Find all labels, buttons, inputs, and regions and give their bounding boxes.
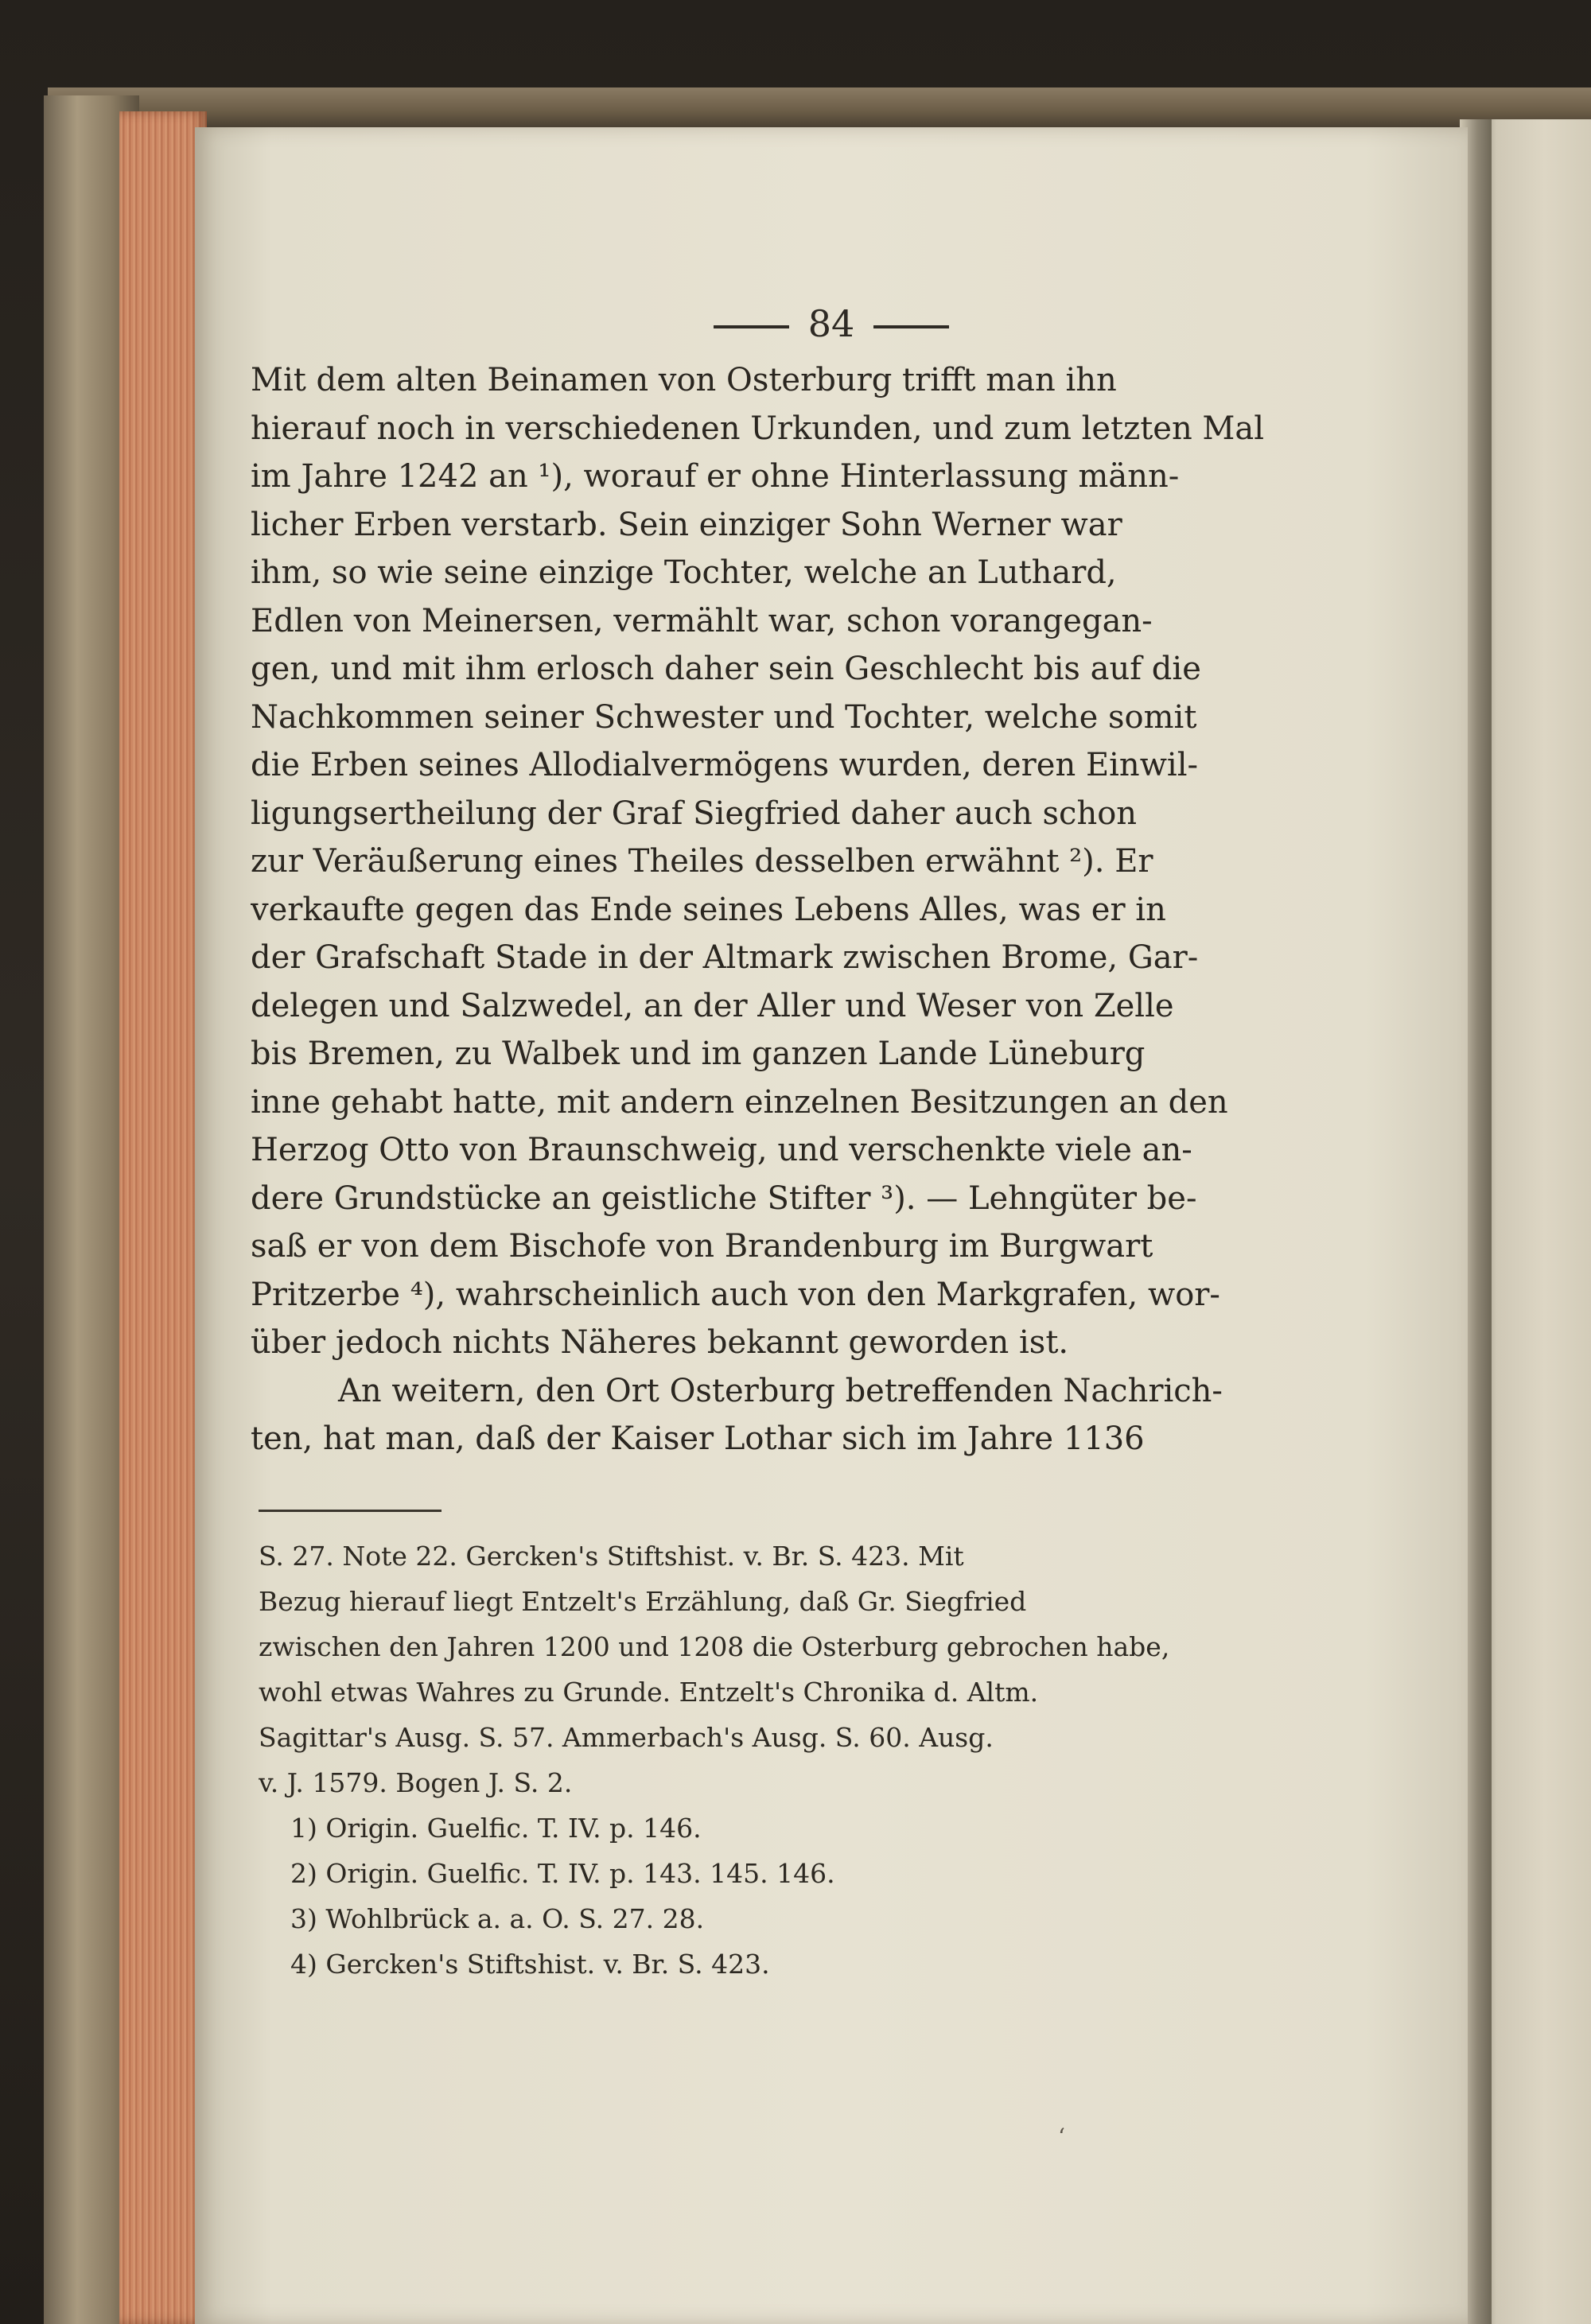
page-header: [195, 302, 1468, 345]
page-number: 84: [807, 302, 855, 345]
footnote-continuation-line: zwischen den Jahren 1200 und 1208 die Osterburg gebrochen habe,: [259, 1631, 1170, 1662]
text-line: ihm, so wie seine einzige Tochter, welche an Luthard,: [251, 554, 1117, 591]
footnotes: [259, 1533, 1372, 1987]
text-line: licher Erben verstarb. Sein einziger Sohn Werner war: [251, 506, 1122, 543]
text-line: über jedoch nichts Näheres bekannt geworden ist.: [251, 1324, 1069, 1361]
footnote-2: 2) Origin. Guelfic. T. IV. p. 143. 145. 146.: [290, 1858, 835, 1889]
text-line: der Grafschaft Stade in der Altmark zwischen Brome, Gar-: [251, 939, 1199, 976]
page-edges: [119, 111, 207, 2324]
text-line: gen, und mit ihm erlosch daher sein Geschlecht bis auf die: [251, 651, 1201, 687]
text-line: ligungsertheilung der Graf Siegfried daher auch schon: [251, 795, 1138, 832]
text-line: im Jahre 1242 an ¹), worauf er ohne Hinterlassung männ-: [251, 458, 1180, 495]
footnote-continuation-line: wohl etwas Wahres zu Grunde. Entzelt's Chronika d. Altm.: [259, 1677, 1039, 1708]
footnote-continuation-line: Sagittar's Ausg. S. 57. Ammerbach's Ausg. S. 60. Ausg.: [259, 1722, 994, 1753]
text-line: zur Veräußerung eines Theiles desselben erwähnt ²). Er: [251, 843, 1153, 880]
text-line: Herzog Otto von Braunschweig, und verschenkte viele an-: [251, 1132, 1192, 1168]
text-line: saß er von dem Bischofe von Brandenburg im Burgwart: [251, 1228, 1153, 1265]
footnote-continuation-line: Bezug hierauf liegt Entzelt's Erzählung, daß Gr. Siegfried: [259, 1586, 1027, 1617]
text-line: die Erben seines Allodialvermögens wurden, deren Einwil-: [251, 747, 1199, 783]
text-line: hierauf noch in verschiedenen Urkunden, und zum letzten Mal: [251, 410, 1265, 447]
header-dash-right: [873, 325, 949, 328]
text-line: Nachkommen seiner Schwester und Tochter, welche somit: [251, 698, 1197, 736]
stray-ink-mark: ʻ: [1058, 2124, 1065, 2150]
text-line: inne gehabt hatte, mit andern einzelnen Besitzungen an den: [251, 1083, 1228, 1121]
body-text: [251, 356, 1372, 1463]
header-dash-left: [714, 325, 789, 328]
book-cover-top: [48, 87, 1591, 127]
footnote-1: 1) Origin. Guelfic. T. IV. p. 146.: [290, 1813, 702, 1844]
footnote-continuation-line: S. 27. Note 22. Gercken's Stiftshist. v. Br. S. 423. Mit: [259, 1541, 964, 1572]
text-line: Edlen von Meinersen, vermählt war, schon vorangegan-: [251, 602, 1153, 639]
text-line: bis Bremen, zu Walbek und im ganzen Lande Lüneburg: [251, 1036, 1146, 1072]
footnote-4: 4) Gercken's Stiftshist. v. Br. S. 423.: [290, 1949, 770, 1980]
text-line: ten, hat man, daß der Kaiser Lothar sich im Jahre 1136: [251, 1420, 1145, 1457]
footnote-separator: [259, 1510, 442, 1512]
text-line: verkaufte gegen das Ende seines Lebens Alles, was er in: [251, 891, 1166, 928]
paragraph-start-line: An weitern, den Ort Osterburg betreffenden Nachrich-: [338, 1372, 1223, 1409]
text-line: delegen und Salzwedel, an der Aller und Weser von Zelle: [251, 987, 1174, 1024]
footnote-3: 3) Wohlbrück a. a. O. S. 27. 28.: [290, 1903, 705, 1934]
text-line: dere Grundstücke an geistliche Stifter ³). — Lehngüter be-: [251, 1179, 1197, 1217]
text-line: Mit dem alten Beinamen von Osterburg trifft man ihn: [251, 362, 1117, 398]
facing-page: [1476, 119, 1591, 2324]
text-line: Pritzerbe ⁴), wahrscheinlich auch von den Markgrafen, wor-: [251, 1276, 1220, 1313]
footnote-continuation-line: v. J. 1579. Bogen J. S. 2.: [259, 1767, 573, 1798]
